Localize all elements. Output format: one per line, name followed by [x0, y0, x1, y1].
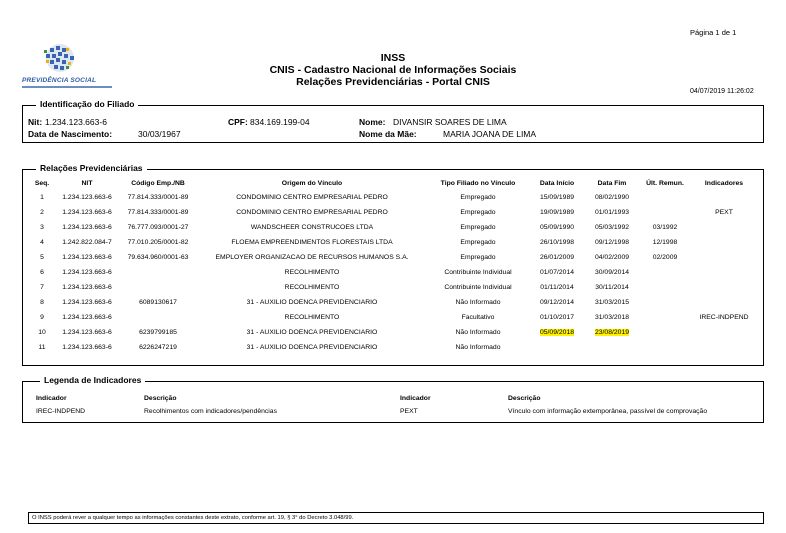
inicio-cell: 15/09/1989 [539, 193, 575, 201]
tipo-cell: Empregado [460, 223, 496, 231]
indicador-cell [690, 295, 758, 310]
indicador-cell [690, 340, 758, 355]
title-relacoes: Relações Previdenciárias - Portal CNIS [296, 76, 490, 88]
inicio-cell [530, 325, 584, 340]
remun-cell [640, 205, 690, 220]
fim-cell: 04/02/2009 [594, 253, 630, 261]
table-row [28, 295, 758, 310]
tipo-cell: Não Informado [455, 343, 501, 351]
remun-cell: 12/1998 [652, 238, 678, 246]
origem-cell: WANDSCHEER CONSTRUCOES LTDA [250, 223, 374, 231]
legenda-indicador-2: PEXT [400, 408, 418, 415]
title-cnis: CNIS - Cadastro Nacional de Informações Sociais [269, 64, 517, 76]
fim-cell [584, 325, 640, 340]
origem-cell: EMPLOYER ORGANIZACAO DE RECURSOS HUMANOS S.A. [215, 253, 409, 261]
nit-cell: 1.234.123.663-6 [62, 298, 112, 306]
seq-cell: 10 [38, 328, 46, 336]
tipo-cell: Facultativo [461, 313, 495, 321]
report-datetime: 04/07/2019 11:26:02 [690, 88, 754, 95]
highlighted-date: 05/09/2018 [539, 328, 575, 336]
mae-label: Nome da Mãe: [359, 129, 417, 139]
origem-cell: CONDOMINIO CENTRO EMPRESARIAL PEDRO [236, 208, 388, 216]
codigo-cell: 77.814.333/0001-89 [127, 208, 189, 216]
nit-value: 1.234.123.663-6 [45, 117, 107, 127]
remun-cell: 03/1992 [652, 223, 678, 231]
tipo-cell: Empregado [460, 238, 496, 246]
codigo-cell: 79.634.960/0001-63 [127, 253, 189, 261]
fim-cell: 30/11/2014 [595, 283, 629, 291]
codigo-cell: 77.814.333/0001-89 [127, 193, 189, 201]
seq-cell: 8 [40, 298, 44, 306]
codigo-cell [118, 280, 198, 295]
mae-value: MARIA JOANA DE LIMA [443, 129, 537, 139]
indicador-cell [690, 190, 758, 205]
tipo-cell: Empregado [460, 208, 496, 216]
legenda-header-descricao-2: Descrição [508, 395, 541, 402]
origem-cell: RECOLHIMENTO [284, 313, 340, 321]
seq-cell: 3 [40, 223, 44, 231]
fim-cell: 30/09/2014 [594, 268, 630, 276]
footer-note: O INSS poderá rever a qualquer tempo as informações constantes deste extrato, conforme art. 19, § 3° do Decreto 3.048/99. [28, 512, 764, 524]
tipo-cell: Empregado [460, 253, 496, 261]
col-indicadores: Indicadores [704, 180, 744, 187]
tipo-cell: Contribuinte Individual [444, 268, 512, 276]
nascimento-value: 30/03/1967 [138, 129, 181, 139]
origem-cell: FLOEMA EMPREENDIMENTOS FLORESTAIS LTDA [231, 238, 393, 246]
cpf-label: CPF: [228, 117, 248, 127]
col-seq: Seq. [34, 180, 50, 187]
relacoes-table [28, 177, 758, 355]
fim-cell: 09/12/1998 [594, 238, 630, 246]
indicador-cell: PEXT [715, 208, 733, 216]
indicador-cell [690, 220, 758, 235]
inicio-cell [530, 340, 584, 355]
seq-cell: 5 [40, 253, 44, 261]
origem-cell: 31 - AUXILIO DOENCA PREVIDENCIARIO [246, 298, 378, 306]
codigo-cell: 6089130617 [139, 298, 177, 306]
remun-cell [640, 280, 690, 295]
nit-cell: 1.234.123.663-6 [62, 208, 112, 216]
remun-cell: 02/2009 [652, 253, 678, 261]
legenda-descricao-2: Vínculo com informação extemporânea, passível de comprovação [508, 408, 708, 415]
col-tipo: Tipo Filiado no Vínculo [440, 180, 516, 187]
table-row [28, 205, 758, 220]
nit-cell: 1.234.123.663-6 [62, 223, 112, 231]
indicador-cell [690, 265, 758, 280]
identificacao-title: Identificação do Filiado [36, 99, 138, 109]
table-row [28, 340, 758, 355]
inicio-cell: 05/09/1990 [539, 223, 575, 231]
tipo-cell: Contribuinte Individual [444, 283, 512, 291]
legenda-title: Legenda de Indicadores [40, 375, 145, 385]
nit-cell: 1.234.123.663-6 [62, 313, 112, 321]
legenda-box [22, 381, 764, 423]
codigo-cell: 6226247219 [139, 343, 177, 351]
origem-cell: 31 - AUXILIO DOENCA PREVIDENCIARIO [246, 328, 378, 336]
seq-cell: 11 [38, 343, 46, 351]
title-inss: INSS [380, 52, 406, 64]
seq-cell: 9 [40, 313, 44, 321]
remun-cell [640, 310, 690, 325]
table-row [28, 190, 758, 205]
fim-cell: 05/03/1992 [594, 223, 630, 231]
legenda-header-indicador-2: Indicador [400, 395, 431, 402]
indicador-cell [690, 235, 758, 250]
seq-cell: 7 [40, 283, 44, 291]
remun-cell [640, 190, 690, 205]
nit-cell: 1.234.123.663-6 [62, 193, 112, 201]
relacoes-title: Relações Previdenciárias [36, 163, 147, 173]
col-codigo: Código Emp./NB [131, 180, 185, 187]
fim-cell: 01/01/1993 [594, 208, 630, 216]
nome-value: DIVANSIR SOARES DE LIMA [393, 117, 507, 127]
codigo-cell: 77.010.205/0001-82 [127, 238, 189, 246]
inicio-cell: 01/07/2014 [539, 268, 575, 276]
cpf-value: 834.169.199-04 [250, 117, 310, 127]
col-remun: Últ. Remun. [646, 180, 684, 187]
logo-text: PREVIDÊNCIA SOCIAL [22, 77, 97, 84]
table-row [28, 220, 758, 235]
col-nit: NIT [81, 180, 93, 187]
fim-cell: 08/02/1990 [594, 193, 630, 201]
fim-cell [584, 340, 640, 355]
legenda-indicador-1: IREC-INDPEND [36, 408, 86, 415]
indicador-cell [690, 250, 758, 265]
inicio-cell: 19/09/1989 [539, 208, 575, 216]
legenda-header-indicador-1: Indicador [36, 395, 67, 402]
nit-cell: 1.234.123.663-6 [62, 253, 112, 261]
inicio-cell: 01/11/2014 [540, 283, 574, 291]
nit-cell: 1.234.123.663-6 [62, 328, 112, 336]
remun-cell [640, 295, 690, 310]
seq-cell: 1 [40, 193, 44, 201]
legenda-header-descricao-1: Descrição [144, 395, 177, 402]
inicio-cell: 26/01/2009 [539, 253, 575, 261]
col-fim: Data Fim [597, 180, 627, 187]
inicio-cell: 01/10/2017 [539, 313, 575, 321]
remun-cell [640, 325, 690, 340]
page-number: Página 1 de 1 [690, 28, 737, 37]
seq-cell: 4 [40, 238, 44, 246]
nit-cell: 1.234.123.663-6 [62, 268, 112, 276]
relacoes-header-row [28, 177, 758, 190]
legenda-descricao-1: Recolhimentos com indicadores/pendências [144, 408, 277, 415]
col-inicio: Data Início [539, 180, 575, 187]
table-row [28, 310, 758, 325]
origem-cell: RECOLHIMENTO [284, 268, 340, 276]
codigo-cell [118, 310, 198, 325]
tipo-cell: Não Informado [455, 298, 501, 306]
indicador-cell [690, 280, 758, 295]
inicio-cell: 26/10/1998 [539, 238, 575, 246]
nit-cell: 1.234.123.663-6 [62, 343, 112, 351]
nome-label: Nome: [359, 117, 386, 127]
table-row [28, 280, 758, 295]
codigo-cell [118, 265, 198, 280]
table-row [28, 265, 758, 280]
nit-cell: 1.234.123.663-6 [62, 283, 112, 291]
codigo-cell: 76.777.093/0001-27 [127, 223, 189, 231]
table-row [28, 235, 758, 250]
seq-cell: 6 [40, 268, 44, 276]
table-row [28, 325, 758, 340]
nit-cell: 1.242.822.084-7 [62, 238, 112, 246]
table-row [28, 250, 758, 265]
indicador-cell: IREC-INDPEND [699, 313, 749, 321]
highlighted-date: 23/08/2019 [594, 328, 630, 336]
col-origem: Origem do Vínculo [281, 180, 343, 187]
tipo-cell: Empregado [460, 193, 496, 201]
fim-cell: 31/03/2018 [594, 313, 630, 321]
seq-cell: 2 [40, 208, 44, 216]
remun-cell [640, 265, 690, 280]
fim-cell: 31/03/2015 [594, 298, 630, 306]
nit-label: Nit: [28, 117, 43, 127]
remun-cell [640, 340, 690, 355]
origem-cell: CONDOMINIO CENTRO EMPRESARIAL PEDRO [236, 193, 388, 201]
nascimento-label: Data de Nascimento: [28, 129, 113, 139]
origem-cell: RECOLHIMENTO [284, 283, 340, 291]
origem-cell: 31 - AUXILIO DOENCA PREVIDENCIARIO [246, 343, 378, 351]
indicador-cell [690, 325, 758, 340]
inicio-cell: 09/12/2014 [539, 298, 575, 306]
tipo-cell: Não Informado [455, 328, 501, 336]
codigo-cell: 6239799185 [139, 328, 177, 336]
